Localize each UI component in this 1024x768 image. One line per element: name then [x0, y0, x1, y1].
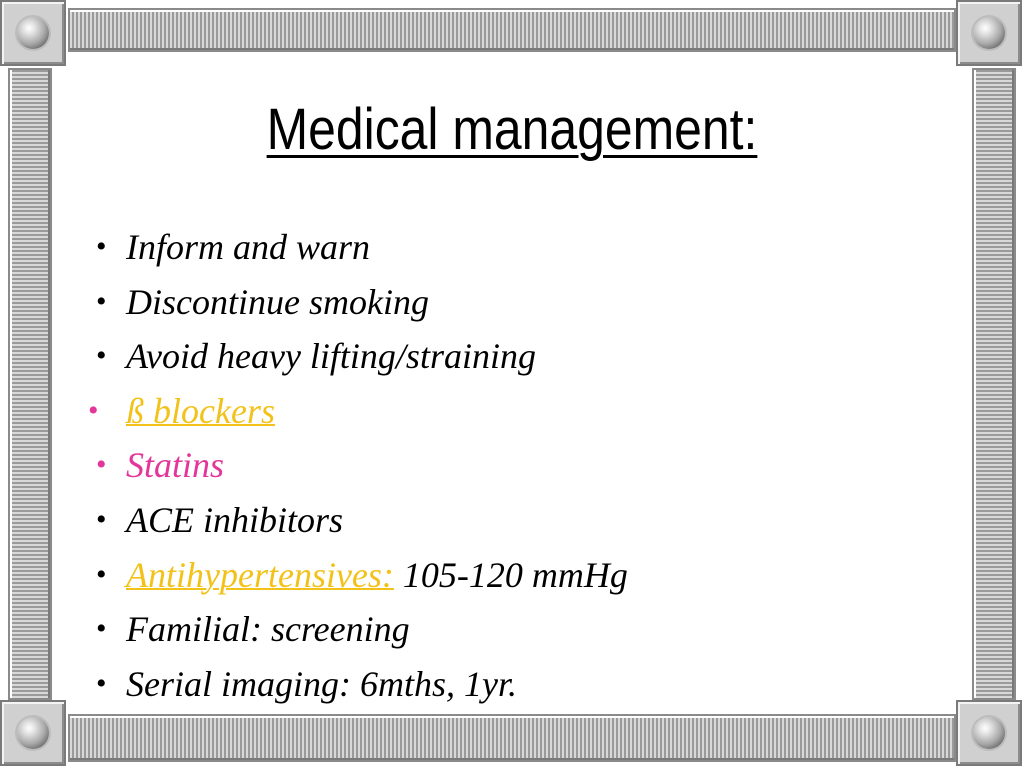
- rivet-icon: [17, 17, 49, 49]
- bullet-text: [126, 548, 628, 603]
- rivet-icon: [17, 717, 49, 749]
- frame-right-bar: [972, 68, 1016, 700]
- bullet-dot-icon: •: [96, 339, 107, 373]
- frame-corner-top-left: [0, 0, 66, 66]
- frame-top-bar: [68, 8, 956, 52]
- bullet-text: Familial: screening: [126, 609, 410, 650]
- bullet-dot-icon: •: [96, 284, 107, 318]
- bullet-dot-icon: •: [88, 393, 99, 427]
- antihypertensives-link[interactable]: Antihypertensives:: [126, 554, 394, 595]
- bullet-item-familial-screening: [96, 602, 916, 657]
- bullet-item-beta-blockers: [88, 384, 916, 439]
- slide-title: Medical management:: [266, 97, 758, 162]
- bullet-item-discontinue-smoking: [96, 275, 916, 330]
- bullet-item-inform-and-warn: [96, 220, 916, 275]
- bp-target-text: 105-120 mmHg: [393, 554, 628, 595]
- frame-corner-bottom-right: [956, 700, 1022, 766]
- beta-blockers-link[interactable]: ß blockers: [126, 390, 275, 431]
- bullet-text: Inform and warn: [126, 227, 371, 267]
- bullet-dot-icon: •: [96, 502, 107, 536]
- bullet-item-antihypertensives: [96, 548, 916, 603]
- rivet-icon: [973, 717, 1005, 749]
- frame-corner-top-right: [956, 0, 1022, 66]
- bullet-item-ace-inhibitors: [96, 493, 916, 548]
- bullet-text: Discontinue smoking: [126, 281, 429, 322]
- frame-bottom-bar: [68, 714, 956, 762]
- bullet-dot-icon: •: [96, 612, 107, 646]
- bullet-text: ACE inhibitors: [126, 499, 344, 540]
- frame-left-bar: [8, 68, 52, 700]
- bullet-dot-icon: •: [96, 557, 107, 591]
- frame-corner-bottom-left: [0, 700, 66, 766]
- bullet-item-avoid-heavy-lifting: [96, 329, 916, 384]
- bullet-text: Serial imaging: 6mths, 1yr.: [126, 663, 517, 704]
- rivet-icon: [973, 17, 1005, 49]
- bullet-list: [88, 220, 916, 711]
- bullet-item-statins: [96, 438, 916, 493]
- bullet-dot-icon: •: [96, 230, 107, 263]
- bullet-dot-icon: •: [96, 666, 107, 700]
- bullet-text: Statins: [126, 445, 225, 486]
- bullet-text: [126, 384, 275, 439]
- bullet-text: Avoid heavy lifting/straining: [126, 336, 536, 377]
- bullet-item-serial-imaging: [96, 657, 916, 712]
- bullet-dot-icon: •: [96, 448, 107, 482]
